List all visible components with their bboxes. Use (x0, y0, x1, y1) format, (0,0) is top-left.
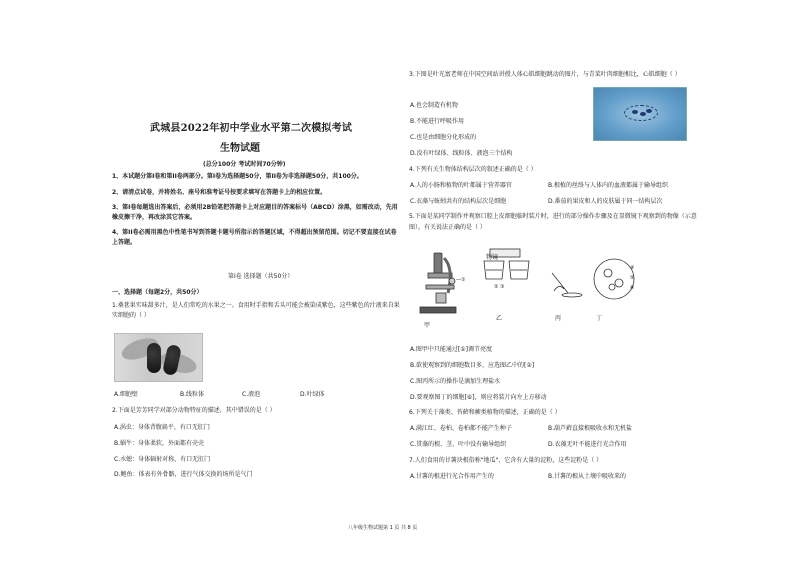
option-6a: A.满江红、卷柏、卷柏都不能产生种子 (410, 425, 512, 432)
option-5b: B.欲使观察到的细胞数目多，应选图乙中的[②] (410, 362, 535, 369)
note-4: 4、第II卷必需用黑色中性笔书写到答题卡题号所指示的答题区域，不得超出预留范围。切记不要直接在试卷上答题。 (112, 229, 397, 246)
exam-subject: 生物试题 (220, 143, 260, 154)
option-1b: B.线粒体 (180, 391, 205, 398)
option-3a: A.也会制造有机物 (410, 102, 458, 109)
svg-text:—①: —① (456, 277, 466, 283)
option-4b: B.根植的丝络与人体内的血液都属于输导组织 (548, 182, 669, 189)
svg-text:⑥: ⑥ (630, 285, 635, 291)
cell-dot (632, 110, 638, 114)
microscope-diagrams (414, 243, 644, 333)
question-2-stem: 2.下面是芳芳同学对部分动物特征的描述，其中错误的是（ ） (112, 407, 276, 414)
option-3c: C.也是由细胞分化形成的 (410, 134, 477, 141)
dropper-figure (552, 273, 582, 297)
microscope-figure (420, 253, 456, 313)
option-4d: D.番茄的果皮和人的皮肤属于同一结构层次 (548, 198, 663, 205)
note-1: 1、本试题分第I卷和第II卷两部分。第I卷为选择题50分，第II卷为非选择题50分，共100分。 (112, 173, 363, 180)
part-heading: 一、选择题（每题2分，共50分） (112, 289, 203, 296)
option-7a: A.甘薯的根进行光合作用产生的 (410, 473, 494, 480)
option-7b: B.甘薯的根从土壤中吸收来的 (548, 473, 627, 480)
question-3-stem: 3.下图是叶光富老师在中国空间站讲授人体心肌细胞跳动的图片，与青菜叶肉细胞相比，心肌细胞（ ） (409, 71, 681, 78)
option-6c: C.贯藻的根、茎、叶中没有输导组织 (410, 441, 507, 448)
option-5c: C.图丙所示的操作是滴加生理盐水 (410, 378, 501, 385)
option-2b: B.蜗牛：身体柔软，外面都有壳壳 (114, 440, 205, 447)
option-1d: D.叶绿体 (300, 391, 325, 398)
cell-view-figure (594, 259, 634, 299)
exam-meta: (总分100分 考试时间70分钟) (203, 161, 286, 168)
label-ding: 丁 (596, 315, 603, 322)
section-title: 第I卷 选择题（共50分） (228, 273, 294, 280)
question-7-stem: 7.人们食用的甘薯块根俗称"地瓜"，它含有大量的淀粉，这些淀粉是（ ） (409, 457, 603, 464)
svg-text:④: ④ (630, 265, 635, 271)
question-1-stem: 1.桑葚果实味甜多汁，是人们常吃的水果之一。食用时手指和舌头可能会被染成紫色，这些紫色的汁液来自果实细胞的（ ） (112, 302, 400, 319)
label-bing: 丙 (555, 315, 562, 322)
svg-text:⑤: ⑤ (630, 275, 635, 281)
label-yi: 乙 (496, 315, 503, 322)
note-2: 2、请清点试卷，并将姓名、座号和准考证号按要求填写在答题卡上的相应位置。 (112, 188, 327, 196)
option-2a: A.涡虫：身体背腹扁平，有口无肛门 (114, 424, 210, 431)
option-3b: B.不能进行呼吸作用 (410, 118, 465, 125)
option-4c: C.衣藻与蚯蚓共有的结构层次是细胞 (410, 198, 507, 205)
mulberry-photo (114, 333, 203, 382)
option-6d: D.衣藻无叶不能进行光合作用 (548, 441, 627, 448)
page-footer: 八年级生物试题第 1 页 共 8 页 (348, 525, 418, 531)
beaker-label: 物镜 (486, 254, 499, 261)
option-5d: D.要观察图丁的细胞[⑥]，则应将装片向左上方移动 (410, 394, 547, 401)
option-5a: A.图甲中只能通过[①]调节亮度 (410, 346, 492, 353)
option-2d: D.鲍鱼：体表有外骨骼，进行气体交换的场所是气门 (114, 471, 253, 478)
option-3d: D.没有叶绿体、线粒体、液泡三个结构 (410, 150, 513, 157)
question-5-stem: 5.下面是某同学制作并观察口腔上皮细胞临时装片时，进行的部分操作步骤及在显微镜下观察到的物像（示意图）。有关说法正确的是（ ） (409, 213, 697, 231)
mulberry-fruit (147, 343, 161, 373)
question-4-stem: 4.下列有关生物体结构层次的叙述正确的是（ ） (409, 166, 537, 173)
question-6-stem: 6.下列关于藻类、苔藓和蕨类植物的描述，正确的是（ ） (409, 409, 561, 416)
cell-dot (646, 109, 652, 113)
exam-notes (112, 172, 400, 253)
option-4a: A.人的小肠和植物的叶都属于营养器官 (410, 182, 512, 189)
option-1a: A.细胞壁 (114, 391, 138, 398)
option-6b: B.葫芦藓直接根吸收水和无机盐 (548, 425, 633, 432)
heart-cell-photo (593, 87, 687, 141)
note-3: 3、第I卷每题选出答案后，必须用2B铅笔把答题卡上对应题目的答案标号（ABCD）涂黑，如需改动，先用橡皮擦干净，再改涂其它答案。 (112, 204, 398, 221)
cell-dot (640, 112, 646, 116)
svg-text:② ③: ② ③ (494, 284, 505, 290)
option-1c: C.液泡 (242, 391, 261, 398)
option-2c: C.水螅：身体辐射对称，有口无肛门 (114, 456, 211, 463)
exam-title: 武城县2022年初中学业水平第二次模拟考试 (150, 123, 353, 134)
label-jia: 甲 (424, 322, 431, 329)
